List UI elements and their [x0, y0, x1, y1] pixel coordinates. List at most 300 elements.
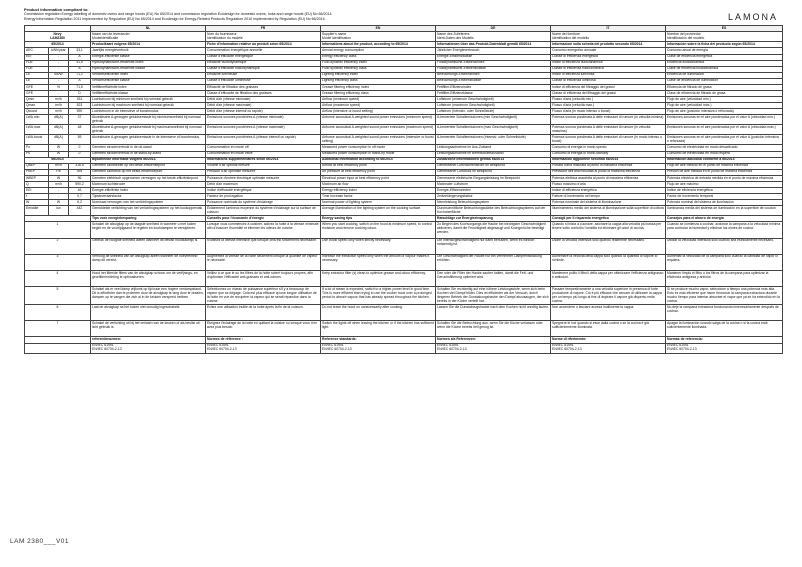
tip-text: Mantener limpio el filtro o los filtros de la campana para optimizar la eficiencia antigrasa y antiolor. [666, 271, 783, 287]
spec-unit: % [49, 84, 69, 90]
spec-description: Flujo de aire (velocidad mín.) [666, 97, 783, 103]
spec-description: Efficacité lumineuse [206, 72, 321, 78]
spec-description: Pression d'air optimale mesurée [206, 169, 321, 175]
spec-symbol: Q [25, 182, 49, 188]
section-heading: Informationen über das Produkt-Datenblatt gemäß 65/2014 [436, 42, 551, 48]
spec-description: Measured power consumption in stand-by mode [321, 151, 436, 157]
tip-number: 2 [25, 238, 91, 254]
spec-description: Volume d'air optimal mesuré [206, 163, 321, 169]
tip-text: Houd het filter/de filters van de afzuigkap schoon om de verfijnings- en geurfilterinrichting te optimaliseren. [91, 271, 206, 287]
spec-unit: kWh/year [49, 48, 69, 54]
spec-description: Clase de eficiencia fluidodinámica [666, 66, 783, 72]
reference-standard: EN/IEC 61591 [667, 343, 689, 348]
spec-description: Potencia eléctrica de entrada medida en el punto de máxima eficiencia [666, 175, 783, 181]
spec-description: Classe di efficienza del filtraggio dei grassi [551, 91, 666, 97]
spec-description: Beleuchtungs-Effizienzklasse [436, 78, 551, 84]
spec-symbol: GFE [25, 91, 49, 97]
spec-description: Akoestische A-gewogen geluidsemissie in de intensieve of boostmodus [91, 135, 206, 145]
spec-description: Indice d'efficacité énergétique [206, 188, 321, 194]
spec-description: Nominaal vermogen van het verlichtingsysteem [91, 200, 206, 206]
spec-description: Émissions sonores pondérées A (vitesse minimale) [206, 115, 321, 125]
spec-description: Tijdsteveraarsfactor [91, 194, 206, 200]
spec-description: Hydrodynamische-efficiëntie klasse [91, 66, 206, 72]
brand-logo: LAMONA [727, 12, 778, 22]
references-heading: Reference standards: [321, 337, 436, 343]
references-heading: Normas de referencia: [666, 337, 783, 343]
tip-row [25, 305, 783, 321]
spec-description: Gemeten elektrisch opgenomen vermogen op het beste-efficiëntiepunt [91, 175, 206, 181]
tip-text: Switch the lights off when leaving the kitchen or if the kitchen has sufficient light. [321, 321, 436, 337]
spec-description: Flusso massimo d'aria [551, 182, 666, 188]
spec-unit: W [49, 200, 69, 206]
spec-description: Pressione dell'aria misurata al punto di massima efficienza [551, 169, 666, 175]
spec-value: 71,2 [69, 72, 91, 78]
tip-text: Aumentar la velocidad de la campana sólo cuando la cantidad de vapor lo requiera. [666, 254, 783, 270]
spec-description: Indice di efficienza fluidodinamica [551, 60, 666, 66]
references-heading: Normes de référence : [206, 337, 321, 343]
spec-description: Fluid dynamic efficiency class [321, 66, 436, 72]
spec-value: 331 [69, 97, 91, 103]
tips-heading: Ratschläge zur Energieeinsparung [436, 216, 551, 222]
spec-description: Classe di efficienza fluidodinamica [551, 66, 666, 72]
spec-value: 394 [69, 169, 91, 175]
model-text-cell [666, 32, 783, 42]
model-text: Naam van de leverancier [92, 31, 130, 36]
spec-description: Leistungsaufnahme im Bereitschaftszustand [436, 151, 551, 157]
spec-description: Consommation en mode veille [206, 151, 321, 157]
intro-line: Commission regulation Energy labelling of domestic ovens and range hoods (EU) No 65/2014 and commission regulation Ecodesign for domestic ovens, hobs and range hoods (EU) No 66/2014. [24, 12, 333, 17]
tip-text: Verhoog de snelheid van de afzuigkap alleen wanneer de hoeveelheid damp dit vereist. [91, 254, 206, 270]
spec-value: 316,5 [69, 163, 91, 169]
spec-description: Potenza sonora ponderata A delle emissioni di rumore (in velocità massima) [551, 125, 666, 135]
tip-text: Veillez à ce que le ou les filtres de la hotte soient toujours propres, afin d'optimiser l'efficacité anti-graisses et anti-odeurs. [206, 271, 321, 287]
model-text: Nom du fournisseur [207, 31, 237, 36]
tips-heading: Tips voor energiebesparing [91, 216, 206, 222]
tip-text: Die Intensivgeschwindigkeit nur dann benutzen, wenn es wirklich notwendig ist. [436, 238, 551, 254]
spec-unit: m³/h [49, 182, 69, 188]
tip-text: If a lot of steam is expected, switch to a higher power level in good time. This is more efficient than trying to use the cooker hood over a prolonged period to absorb vapour that has already spread throughout the kitchen. [321, 287, 436, 305]
reference-standard: EN/IEC 60704-2-13 [207, 347, 237, 351]
spec-symbol: LWA,min [25, 115, 49, 125]
reference-standard: EN/IEC 61591 [207, 343, 229, 348]
spec-description: Classe di efficienza energetica [551, 54, 666, 60]
spec-description: Classe d'efficacité lumineuse [206, 78, 321, 84]
spec-description: Puissance nominale du système d'éclairage [206, 200, 321, 206]
spec-value: 71,5 [69, 84, 91, 90]
spec-description: Maximum air flow [321, 182, 436, 188]
tip-row [25, 271, 783, 287]
spec-description: Consumo di energia in modo spento [551, 145, 666, 151]
spec-description: Nennleistung Beleuchtungssystem [436, 200, 551, 206]
tip-text: Quando si inizia a cucinare, azionare la cappa alla velocità più bassa per tenere sotto controllo l'umidità ed eliminare gli odori di cucina. [551, 222, 666, 238]
tip-row [25, 222, 783, 238]
spec-symbol: LE [25, 72, 49, 78]
spec-description: Airflow at best efficiency point [321, 163, 436, 169]
spec-unit: dB(A) [49, 135, 69, 145]
spec-description: Flusso d'aria (velocità min.) [551, 97, 666, 103]
spec-description: Durchschnittliche Beleuchtungsstärke des Beleuchtungssystems auf der Kochoberfläche [436, 206, 551, 216]
tip-text: Cuando se comienza a cocinar, accionar la campana a la velocidad mínima para controlar la humedad y eliminar los olores de cocina. [666, 222, 783, 238]
spec-value: 37 [69, 115, 91, 125]
model-text: Name des Zulieferers [437, 31, 470, 36]
model-row [25, 32, 783, 42]
spec-description: Efficacité fluidodynamique [206, 60, 321, 66]
blank-cell [25, 343, 91, 353]
spec-symbol: Ps [25, 151, 49, 157]
tip-text: Zu Beginn des Kochvorgangs die Haube bei niedrigster Geschwindigkeit aktivieren, damit die Feuchtigkeit abgesaugt und Kochgerüche beseitigt werden. [436, 222, 551, 238]
reference-standard: EN/IEC 61591 [437, 343, 459, 348]
spec-unit: - [49, 91, 69, 97]
references-heading: Normen als Referenzen: [436, 337, 551, 343]
spec-description: Débit d'air (vitesse minimale) [206, 97, 321, 103]
tip-text: Augmentez la vitesse de la hotte seulement lorsque la quantité de vapeur le nécessite. [206, 254, 321, 270]
spec-description: Energie-efficiëntie klasse [91, 54, 206, 60]
spec-description: Vetfilterefficiëntie klasse [91, 91, 206, 97]
reference-standard: EN/IEC 60704-2-13 [667, 347, 697, 351]
spec-value: 59 [69, 135, 91, 145]
spec-description: Airflow (minimum speed) [321, 97, 436, 103]
spec-value: 31,5 [69, 60, 91, 66]
spec-description: Puissance d'entrée électrique optimale mesurée [206, 175, 321, 181]
tip-text: Usare la velocità intensiva solo quando realmente necessario. [551, 238, 666, 254]
product-info-table [24, 25, 783, 353]
tip-text: Schalten Sie die Beleuchtung aus, wenn Sie die Küche verlassen oder wenn die Küche bereits hell genug ist. [436, 321, 551, 337]
references-cell [91, 343, 206, 353]
regulation-label: 65/2014 [25, 42, 91, 48]
spec-description: Hydrodynamische-efficiëntie index [91, 60, 206, 66]
tip-text: Schalten Sie rechtzeitig auf eine höhere Leistungsstufe, wenn sich beim Kochen viel Dampf bildet. Dies ist effizienter als der Versuch, durch längeren Betrieb der Dunstabzugshaube den Dampf abzusaugen, der sich bereits in der Küche verteilt hat. [437, 286, 549, 303]
spec-description: Indice di efficienza luminosa [551, 72, 666, 78]
spec-description: Potenza elettrica assorbita al punto di massima efficienza [551, 175, 666, 181]
spec-description: Leistungsaufnahme im Aus-Zustand [436, 145, 551, 151]
spec-description: Gemessener Luftvolumenstrom im Bestpunkt [436, 163, 551, 169]
spec-description: Emisiones sonoras en el aire ponderadas por el valor A (velocidad mín.) [666, 115, 783, 125]
spec-description: Beleuchtungs-Effizienzindex [436, 72, 551, 78]
spec-description: Flusso d'aria (in modo intenso o boost) [551, 109, 666, 115]
spec-description: Indice di efficienza energetica [551, 188, 666, 194]
spec-symbol: WBEP [25, 175, 49, 181]
tip-text: Den oder die Filter der Haube sauber halten, damit die Fett- und Geruchsfilterung optimiert wird. [436, 271, 551, 287]
spec-description: Energie-Effizienzindex [436, 188, 551, 194]
spec-value: 6,2 [69, 200, 91, 206]
spec-unit: Pa [49, 169, 69, 175]
spec-value: 96 [69, 175, 91, 181]
spec-symbol: QBEP [25, 163, 49, 169]
spec-description: Fluiddynamische-Effizienzindex [436, 60, 551, 66]
spec-description: Emisiones sonoras en el aire ponderadas por el valor A (posición intensiva o reforzada) [666, 135, 783, 145]
model-text-cell [551, 32, 666, 42]
tip-text: Éteignez l'éclairage de la hotte en quittant la cuisine ou lorsque vous n'en avez plus besoin. [206, 321, 321, 337]
spec-description: Gemeten stroomverbruik in de uit-stand [91, 145, 206, 151]
references-cell [321, 343, 436, 353]
spec-description: Potenza sonora ponderata A delle emissioni di rumore (in modo intenso o boost) [551, 135, 666, 145]
spec-description: Luchtstroom in de intensieve of boostmodus [91, 109, 206, 115]
tip-text: Apagar la iluminación cuando salga de la cocina o si la cocina está suficientemente iluminada. [666, 321, 783, 337]
spec-value: 0 [69, 145, 91, 151]
spec-description: Índice de eficiencia energética [666, 188, 783, 194]
tip-text: Schakel de verlichting uit bij het verlaten van de keuken of als beslist uit licht gebruik is. [91, 321, 206, 337]
spec-description: Luchtstroom bij maximum snelheid bij normaal gebruik [91, 103, 206, 109]
spec-description: Classe d'efficacité fluidodynamique [206, 66, 321, 72]
tips-heading: Conseils pour l'économie d'énergie [206, 216, 321, 222]
spec-description: Émissions sonores pondérées A (vitesse intensif ou rapide) [206, 135, 321, 145]
language-header: IT [551, 26, 666, 32]
model-text-cell [91, 32, 206, 42]
spec-description: Grease filtering efficiency class [321, 91, 436, 97]
spec-description: Verlichtsefficiëntie index [91, 72, 206, 78]
spec-description: Fluiddynamische-Effizienzklasse [436, 66, 551, 72]
references-cell [666, 343, 783, 353]
spec-description: Energie-efficiëntie index [91, 188, 206, 194]
document-code: LAM 2380___V01 [10, 538, 70, 545]
spec-description: Consumo anual de energía [666, 48, 783, 54]
spec-symbol: f [25, 194, 49, 200]
spec-description: Verlichtsefficiëntie klasse [91, 78, 206, 84]
spec-description: Potenza sonora ponderata A delle emissioni di rumore (in velocità minima) [551, 115, 666, 125]
language-header: ES [666, 26, 783, 32]
spec-unit: W [49, 175, 69, 181]
spec-description: Luftstrom (maximum Geschwindigkeit) [436, 103, 551, 109]
spec-symbol: LWA,boost [25, 135, 49, 145]
spec-description: Time increase factor [321, 194, 436, 200]
tips-heading: Energy saving tips [321, 216, 436, 222]
spec-description: Measured power consumption in off mode [321, 145, 436, 151]
spec-value: 0,7 [69, 194, 91, 200]
section-heading: Información adicional conforme a 66/2014 [666, 157, 783, 163]
spec-value: 523 [69, 103, 91, 109]
spec-unit: W [49, 151, 69, 157]
section-heading: Zusätzliche Informationen gemäß 66/2014 [436, 157, 551, 163]
spec-description: Classe d'efficacité de filtration des graisses [206, 91, 321, 97]
spec-value: 33,1 [69, 48, 91, 54]
spec-description: Consumo de electricidad en modo espera [666, 151, 783, 157]
tip-number: 1 [25, 222, 91, 238]
spec-description: Flujo de aire (posición intensiva o reforzada) [666, 109, 783, 115]
model-text: Ident-Daten des Modells [437, 35, 474, 40]
model-text: Identificación del modelo [667, 35, 705, 40]
spec-description: Zeitverlängerungsfaktor [436, 194, 551, 200]
reference-standard: EN/IEC 61591 [92, 343, 114, 348]
spec-unit: - [49, 54, 69, 60]
spec-value: 48 [69, 125, 91, 135]
spec-description: Energy efficiency index [321, 188, 436, 194]
tip-text: Die Geschwindigkeit der Haube nur bei vermehrter Dampfentwicklung erhöhen. [436, 254, 551, 270]
spec-description: Average illumination of the lighting system on the cooking surface [321, 206, 436, 216]
intro-title: Product information compliant to: [24, 7, 89, 12]
spec-description: Annual energy consumption [321, 48, 436, 54]
spec-row [25, 115, 783, 125]
spec-description: Eficiencia de filtrado de grasa [666, 84, 783, 90]
spec-description: Flujo de aire medido en el punto de máxima eficiencia [666, 163, 783, 169]
references-cell [551, 343, 666, 353]
spec-unit: - [49, 78, 69, 84]
language-header: EN [321, 26, 436, 32]
tip-text: Do not leave the hood on unnecessarily after cooking. [321, 305, 436, 321]
model-code: LAM2380 [50, 35, 65, 40]
spec-description: Luftstrom (Intensiv- oder Schnellstufe) [436, 109, 551, 115]
spec-symbol: Qmin [25, 97, 49, 103]
spec-symbol: LE [25, 78, 49, 84]
spec-description: Luftstrom (minimum Geschwindigkeit) [436, 97, 551, 103]
spec-value: A [69, 54, 91, 60]
model-label-cell [25, 32, 91, 42]
section-heading: Productkaart volgens 65/2014 [91, 42, 206, 48]
spec-description: Energie-Effizienzklasse [436, 54, 551, 60]
spec-description: Débit d'air maximum [206, 182, 321, 188]
spec-symbol: GFE [25, 84, 49, 90]
spec-unit: m³/h [49, 97, 69, 103]
spec-description: Airborne acoustical A-weighted sound power emissions (minimum speed) [321, 115, 436, 125]
tip-text: Lorsque vous commencez à cuisiner, activez la hotte à la vitesse minimale afin d'évacuer l'humidité et éliminer les odeurs de cuisine. [206, 222, 321, 238]
tip-text: Schakel de afzuigkap op de laagste snelheid in wanneer u met koken begint en de voortijdgaand te regelen en kookdampen te verwijderen. [91, 222, 206, 238]
model-text: Nome del fornitore [552, 31, 580, 36]
spec-description: Nominal power of lighting system [321, 200, 436, 206]
section-heading: Additional information according to 66/2014 [321, 157, 436, 163]
spec-unit: m³/h [49, 103, 69, 109]
spec-description: Consumo energetico annuale [551, 48, 666, 54]
reference-standard: EN/IEC 60704-2-13 [437, 347, 467, 351]
spec-description: Flujo de aire máximo [666, 182, 783, 188]
spec-description: Consumo de electricidad en modo desactivado [666, 145, 783, 151]
tip-row [25, 254, 783, 270]
spec-value: 590,2 [69, 182, 91, 188]
tips-heading: Consejos para el ahorro de energía [666, 216, 783, 222]
spec-value: 590 [69, 109, 91, 115]
spec-description: Airborne acoustical A-weighted sound power emissions (intensive or boost setting) [322, 135, 434, 143]
spec-description: Gemessene elektrische Eingangsleistung im Bestpunkt [436, 175, 551, 181]
spec-description: Fluid dynamic efficiency index [321, 60, 436, 66]
spec-symbol: AEC [25, 48, 49, 54]
spec-row [25, 206, 783, 216]
spec-description: Lighting efficiency index [321, 72, 436, 78]
section-heading: Informations about the product, according to 65/2014 [321, 42, 436, 48]
spec-description: Classe di efficienza luminosa [551, 78, 666, 84]
spec-description: Potencia nominal del sistema de iluminación [666, 200, 783, 206]
spec-description: Airflow (maximum speed) [321, 103, 436, 109]
model-text: Supplier's name [322, 31, 347, 36]
model-text: Modelidentificatie [92, 35, 119, 40]
spec-description: Akoestische A-gewogen geluidsemissie bij minimumsnelheid bij normaal gebruik [91, 115, 206, 125]
spec-unit: m³/h [49, 109, 69, 115]
spec-description: Débit d'air (vitesse intensif ou rapide) [206, 109, 321, 115]
reference-standard: EN/IEC 60704-2-13 [552, 347, 582, 351]
spec-description: Facteur de prolongation [206, 194, 321, 200]
tip-number: 4 [25, 271, 91, 287]
spec-description: Fettfilter-Effizienzindex [436, 84, 551, 90]
spec-symbol: EEI [25, 188, 49, 194]
spec-symbol: W [25, 200, 49, 206]
spec-unit: - [49, 188, 69, 194]
spec-description: Fattore di incremento nel tempo [551, 194, 666, 200]
spec-description: Energy efficiency class [321, 54, 436, 60]
tip-text: Spegnere le luci quando si esce dalla cucina o se la cucina è già sufficientemente illuminata. [551, 321, 666, 337]
reference-standard: EN/IEC 60704-2-13 [322, 347, 352, 351]
spec-description: Presión de aire medida en el punto de máxima eficiencia [666, 169, 783, 175]
model-label: Nevy [53, 31, 62, 36]
tip-text: Non accendere o lasciare accesa inutilmente la cappa. [551, 305, 666, 321]
tip-text: No deje la campana extractora funcionando innecesariamente después de cocinar. [666, 305, 783, 321]
regulation-label: 66/2014 [25, 157, 91, 163]
references-cell [206, 343, 321, 353]
tip-text: Keep extractor filter (s) clean to optimize grease and odour efficiency. [321, 271, 436, 287]
tip-text: Passare tempestivamente a una velocità superiore in presenza di forte produzione di vapore. Ciò è più efficace che cercare di utilizzare la cappa per un tempo più lungo al fine di aspirare il vapore già disperso nella cucina. [551, 287, 666, 305]
spec-description: Air pressure at best efficiency point [321, 169, 436, 175]
document-page [24, 8, 782, 354]
spec-description: A-bewertete Schallemissionen (Intensiv- oder Schnellstufe) [436, 135, 551, 145]
model-text: Identification du modèle [207, 35, 243, 40]
spec-description: Clase de eficiencia energética [666, 54, 783, 60]
spec-unit: lux/W [49, 72, 69, 78]
spec-description: Airborne acoustical A-weighted sound power emissions (maximum speed) [321, 125, 436, 135]
tip-number: 6 [25, 305, 91, 321]
spec-symbol: LWA,max [25, 125, 49, 135]
tip-text: Gebruik de hoogste snelheid alleen wanneer dit beslist noodzakelijk is. [91, 238, 206, 254]
language-header: NL [91, 26, 206, 32]
spec-description: A-bewertete Schallemissionen (max Geschwindigkeit) [436, 125, 551, 135]
spec-description: Luchtstroom bij minimum snelheid bij normaal gebruik [91, 97, 206, 103]
spec-description: Flusso d'aria (velocità max.) [551, 103, 666, 109]
spec-description: Eficiencia de iluminación [666, 72, 783, 78]
spec-description: Iluminancia media del sistema de iluminación en la superficie de cocción [666, 206, 783, 216]
references-cell [436, 343, 551, 353]
spec-description: Illuminamento medio del sistema di illuminazione sulla superficie di cottura [551, 206, 666, 216]
spec-description: Vetfilterefficiëntie index [91, 84, 206, 90]
section-heading: Bijkomende informatie volgens 66/2014 [91, 157, 206, 163]
spec-row [25, 135, 783, 145]
model-text-cell [206, 32, 321, 42]
spec-description: Factor de incremento temporal [666, 194, 783, 200]
section-heading: Informazioni sulla scheda del prodotto secondo 65/2014 [551, 42, 666, 48]
spec-value: 442 [69, 206, 91, 216]
model-text-cell [436, 32, 551, 42]
spec-description: Akoestische A-gewogen geluidsemissie bij maximumsnelheid bij normaal gebruik [91, 125, 206, 135]
section-heading: Informations supplémentaires selon 66/2014 [206, 157, 321, 163]
model-text: Model identification [322, 35, 352, 40]
spec-description: Airflow (intensive or boost setting) [321, 109, 436, 115]
tip-text: Schakel als er veel damp vrijkomt op tijd naar een hogere verdampstand. Dit is efficiënter dan te proberen door de afzuigkap te lang door te draaien, dampen op te vangen die zich al in de keuken verspreid hebben. [91, 287, 206, 305]
spec-description: Fettfilter-Effizienzklasse [436, 91, 551, 97]
model-text: Identificativo del modello [552, 35, 590, 40]
spec-description: Emisiones sonoras en el aire ponderadas por el valor A (velocidad máx.) [666, 125, 783, 135]
spec-value: A [69, 66, 91, 72]
reference-standard: EN/IEC 61591 [552, 343, 574, 348]
spec-description: Efficacité de filtration des graisses [206, 84, 321, 90]
references-heading: referentienormen: [91, 337, 206, 343]
language-header: DE [436, 26, 551, 32]
spec-description: Gemessener Luftdruck im Bestpunkt [436, 169, 551, 175]
spec-description: Portata d'aria misurata al punto di massima efficienza [551, 163, 666, 169]
spec-symbol: Qmax [25, 103, 49, 109]
spec-description: Gemiddelde verlichting van het verlichtingssysteem op het kookoppervlak [91, 206, 206, 216]
tip-text: Utilizar la velocidad intensiva sólo cuando sea estrictamente necesario. [666, 238, 783, 254]
spec-symbol: FDE [25, 66, 49, 72]
spec-unit: W [49, 145, 69, 151]
tip-text: Increase the extraction speed only when the amount of vapour makes it necessary. [321, 254, 436, 270]
spec-description: Potenza nominale del sistema di illuminazione [551, 200, 666, 206]
spec-symbol: Qboost [25, 109, 49, 115]
spec-description: Émissions sonores pondérées A (vitesse maximale) [206, 125, 321, 135]
spec-value: D [69, 91, 91, 97]
tip-text: Si se produce mucho vapor, seleccione a tiempo una potencia más alta. Esto es más eficiente que hacer funcionar la campana extractora durante mucho tiempo para intentar absorber el vapor que ya se ha extendido en la cocina. [666, 287, 783, 305]
tip-text: Laat de afzuigkap na het koken niet onnodig ingeschakeld. [91, 305, 206, 321]
spec-description: Maximum luchtstroom [91, 182, 206, 188]
spec-unit: - [49, 60, 69, 66]
references-heading: Norme di riferimento: [551, 337, 666, 343]
spec-unit: m³/h [49, 163, 69, 169]
tip-text: Évitez une utilisation inutile de la hotte après la fin de la cuisson. [206, 305, 321, 321]
spec-description: Gemeten luchtdruk op het beste-efficiëntiepunt [91, 169, 206, 175]
spec-symbol: FDE [25, 60, 49, 66]
